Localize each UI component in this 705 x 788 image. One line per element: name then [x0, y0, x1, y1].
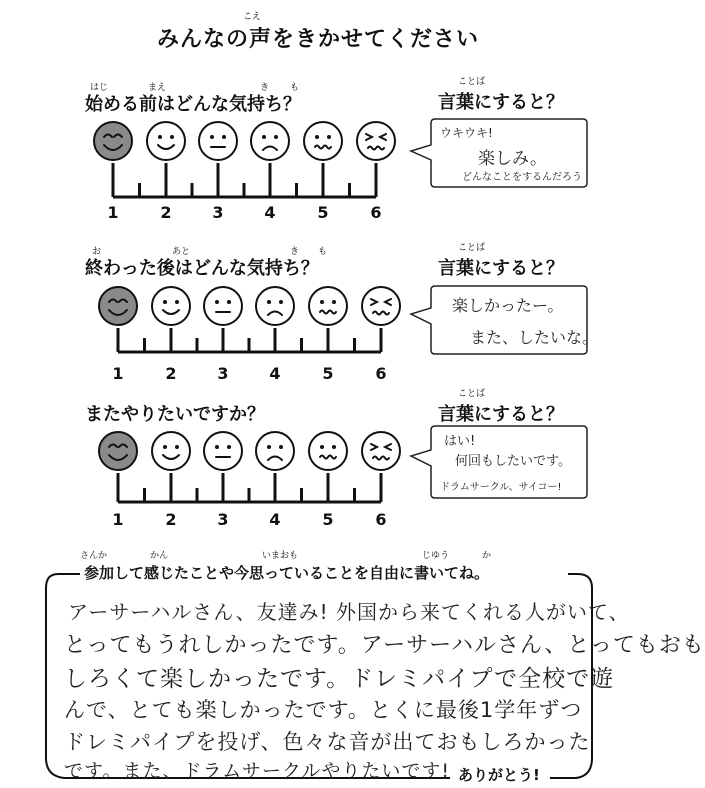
worried-face — [309, 287, 347, 325]
kotoba-ruby-1: ことば — [458, 77, 486, 87]
worried-face — [309, 432, 347, 470]
ruby-imaomo: いまおも — [262, 551, 299, 561]
scale-number-4: 4 — [269, 364, 281, 383]
ruby-ki-2: き — [290, 247, 300, 257]
question-2-label: 終わった後はどんな気持ち？ — [85, 258, 319, 279]
free-section-heading: 参加して感じたことや今思っていることを自由に書いてね。 — [84, 564, 490, 582]
bubble-2-line-2: また、したいな。 — [470, 328, 599, 347]
happy-face — [147, 122, 185, 160]
kotoba-header-1: 言葉にすると？ — [438, 92, 564, 113]
scale-number-6: 6 — [375, 510, 387, 529]
rating-scale-2 — [85, 280, 405, 360]
scale-number-4: 4 — [269, 510, 281, 529]
kotoba-ruby-2: ことば — [458, 243, 486, 253]
angry-face — [357, 122, 395, 160]
neutral-face — [204, 432, 242, 470]
kotoba-ruby-3: ことば — [458, 389, 486, 399]
scale-number-2: 2 — [165, 364, 177, 383]
sad-face — [256, 432, 294, 470]
ruby-o: お — [92, 247, 102, 257]
scale-number-3: 3 — [217, 510, 229, 529]
ruby-hajime: はじ — [90, 83, 109, 93]
bubble-3-line-3: ドラムサークル、サイコー! — [440, 482, 562, 493]
very-happy-face — [99, 432, 137, 470]
scale-number-6: 6 — [375, 364, 387, 383]
bubble-3-line-2: 何回もしたいです。 — [455, 454, 571, 469]
bubble-3-line-1: はい! — [444, 434, 476, 449]
bubble-2-line-1: 楽しかったー。 — [452, 296, 564, 315]
scale-number-6: 6 — [370, 203, 382, 222]
ruby-mae: まえ — [148, 83, 167, 93]
bubble-1-line-2: 楽しみ。 — [478, 149, 548, 169]
bubble-1-line-3: どんなことをするんだろう — [462, 172, 582, 183]
ruby-kan: かん — [150, 551, 169, 561]
ruby-ka: か — [482, 551, 492, 561]
ruby-ato: あと — [172, 247, 191, 257]
hand-line-5: ドレミパイプを投げ、色々な音が出ておもしろかった — [64, 730, 591, 754]
happy-face — [152, 287, 190, 325]
ruby-ki: き — [260, 83, 270, 93]
scale-numbers-2 — [0, 364, 636, 384]
angry-face — [362, 287, 400, 325]
hand-line-6: です。また、ドラムサークルやりたいです! — [64, 760, 450, 782]
hand-line-3: しろくて楽しかったです。ドレミパイプで全校で遊 — [64, 666, 615, 692]
ruby-jiyuu: じゆう — [422, 551, 450, 561]
ruby-sanka: さんか — [80, 551, 108, 561]
hand-line-4: んで、とても楽しかったです。とくに最後1学年ずつ — [64, 698, 583, 722]
ruby-mo-2: も — [318, 247, 328, 257]
page-title: みんなの声をきかせてください — [156, 27, 479, 52]
hand-line-2: とってもうれしかったです。アーサーハルさん、とってもおも — [64, 633, 705, 658]
question-3-label: またやりたいですか？ — [85, 404, 265, 425]
scale-number-1: 1 — [107, 203, 119, 222]
scale-number-5: 5 — [322, 510, 334, 529]
happy-face — [152, 432, 190, 470]
very-happy-face — [94, 122, 132, 160]
ruby-mo: も — [290, 83, 300, 93]
scale-number-5: 5 — [322, 364, 334, 383]
scale-number-1: 1 — [112, 364, 124, 383]
thanks-text: ありがとう! — [458, 766, 540, 784]
worried-face — [304, 122, 342, 160]
scale-number-2: 2 — [165, 510, 177, 529]
neutral-face — [204, 287, 242, 325]
title-ruby: こえ — [243, 12, 262, 22]
scale-number-3: 3 — [212, 203, 224, 222]
rating-scale-3 — [85, 425, 405, 510]
hand-line-1: アーサーハルさん、友達み! 外国から来てくれる人がいて、 — [68, 600, 630, 624]
sad-face — [251, 122, 289, 160]
scale-numbers-3 — [0, 510, 636, 530]
sad-face — [256, 287, 294, 325]
neutral-face — [199, 122, 237, 160]
scale-number-5: 5 — [317, 203, 329, 222]
bubble-1-line-1: ウキウキ! — [440, 126, 493, 140]
scale-numbers-1 — [0, 203, 636, 223]
scale-number-3: 3 — [217, 364, 229, 383]
angry-face — [362, 432, 400, 470]
question-1-label: 始める前はどんな気持ち？ — [85, 94, 301, 115]
kotoba-header-2: 言葉にすると？ — [438, 258, 564, 279]
kotoba-header-3: 言葉にすると？ — [438, 404, 564, 425]
scale-number-4: 4 — [264, 203, 276, 222]
scale-number-2: 2 — [160, 203, 172, 222]
very-happy-face — [99, 287, 137, 325]
rating-scale-1 — [80, 115, 400, 205]
scale-number-1: 1 — [112, 510, 124, 529]
